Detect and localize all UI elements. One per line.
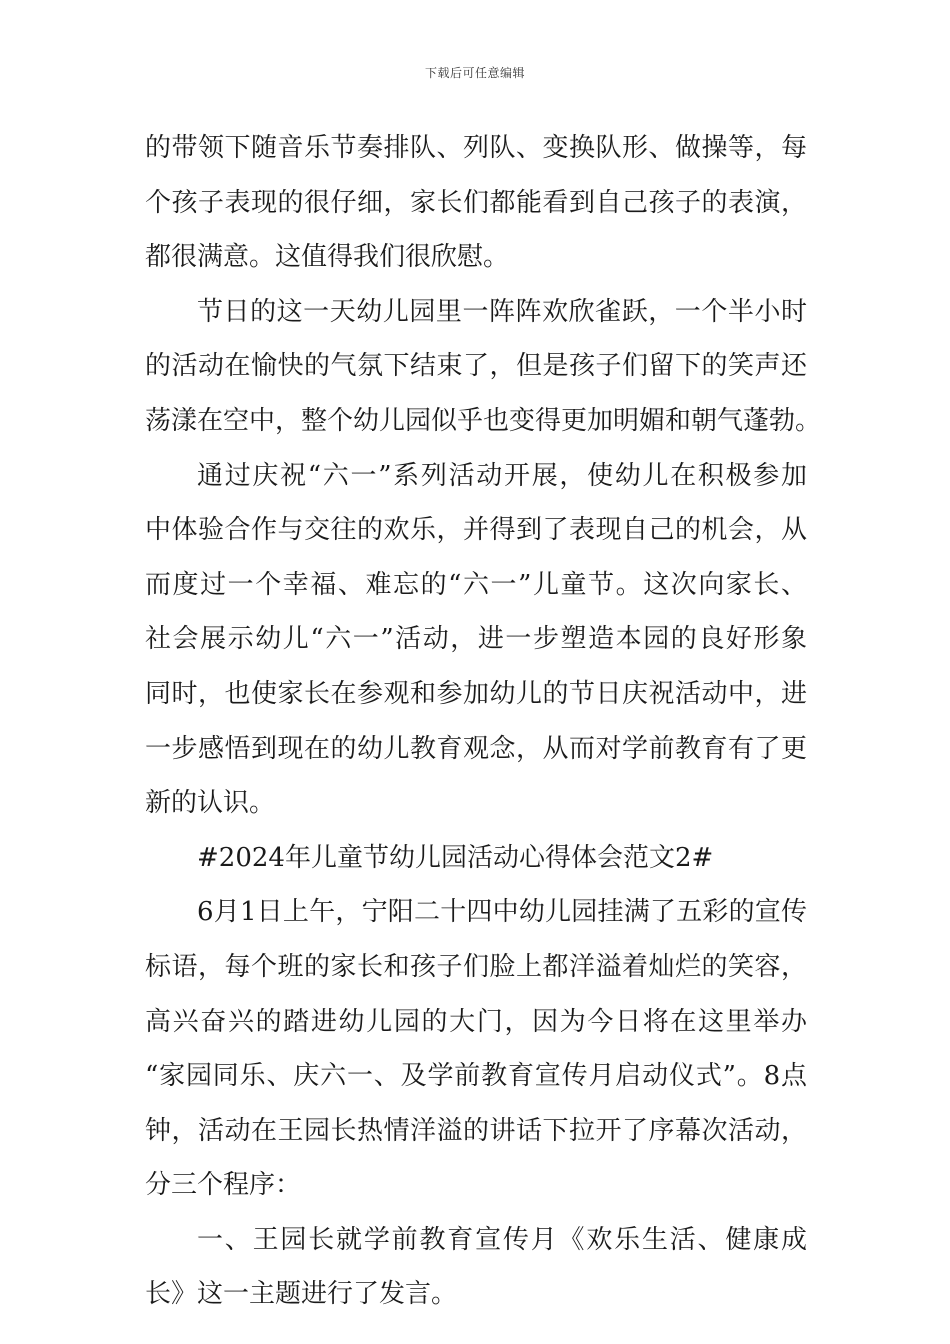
text-line: #2024年儿童节幼儿园活动心得体会范文2# <box>197 842 714 873</box>
text-line: 个孩子表现的很仔细，家长们都能看到自己孩子的表演， <box>145 187 807 218</box>
text-line: 钟，活动在王园长热情洋溢的讲话下拉开了序幕次活动， <box>145 1115 807 1146</box>
text-line: 高兴奋兴的踏进幼儿园的大门，因为今日将在这里举办 <box>145 1006 807 1037</box>
text-line: 一步感悟到现在的幼儿教育观念，从而对学前教育有了更 <box>145 733 807 764</box>
text-line: 的活动在愉快的气氛下结束了，但是孩子们留下的笑声还 <box>145 351 807 382</box>
text-line: 长》这一主题进行了发言。 <box>145 1279 458 1310</box>
text-line: 中体验合作与交往的欢乐，并得到了表现自己的机会，从 <box>145 515 807 546</box>
text-line: 荡漾在空中，整个幼儿园似乎也变得更加明媚和朝气蓬勃。 <box>145 405 822 436</box>
text-line: 同时，也使家长在参观和参加幼儿的节日庆祝活动中，进 <box>145 678 807 709</box>
text-line: 节日的这一天幼儿园里一阵阵欢欣雀跃，一个半小时 <box>197 296 807 327</box>
text-line: 新的认识。 <box>145 788 276 819</box>
text-line: 都很满意。这值得我们很欣慰。 <box>145 242 510 273</box>
text-line: 标语，每个班的家长和孩子们脸上都洋溢着灿烂的笑容， <box>145 951 807 982</box>
page-header: 下载后可任意编辑 <box>424 66 525 80</box>
text-line: 而度过一个幸福、难忘的“六一”儿童节。这次向家长、 <box>145 569 807 600</box>
text-line: “家园同乐、庆六一、及学前教育宣传月启动仪式”。8点 <box>145 1061 807 1092</box>
text-line: 社会展示幼儿“六一”活动，进一步塑造本园的良好形象 <box>145 624 807 655</box>
text-line: 一、王园长就学前教育宣传月《欢乐生活、健康成 <box>197 1224 807 1255</box>
text-line: 的带领下随音乐节奏排队、列队、变换队形、做操等，每 <box>145 133 807 163</box>
text-line: 通过庆祝“六一”系列活动开展，使幼儿在积极参加 <box>197 460 807 491</box>
text-line: 6月1日上午，宁阳二十四中幼儿园挂满了五彩的宣传 <box>197 897 807 928</box>
document-body <box>145 121 822 1322</box>
text-line: 分三个程序： <box>145 1170 302 1201</box>
